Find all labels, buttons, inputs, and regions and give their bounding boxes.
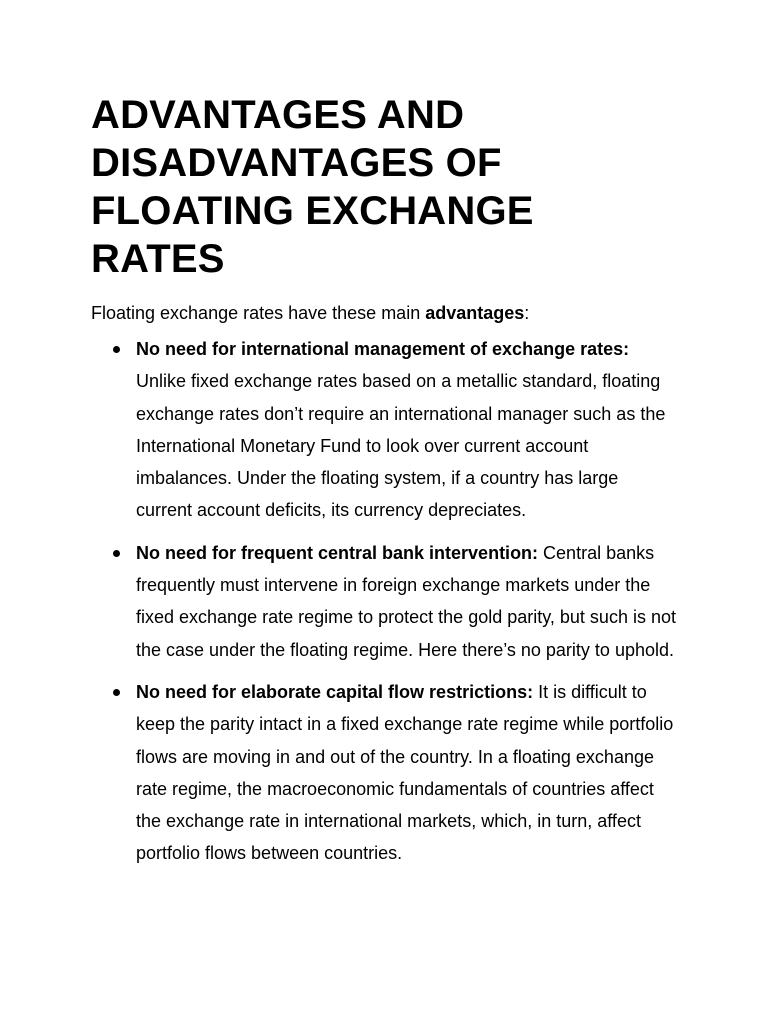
bullet-text: Central banks frequently must intervene in foreign exchange markets under the fixed exchange rate regime to protect the gold parity, but such is not the case under the floating regime. Here there’s no parity to uphold. [136,542,676,660]
intro-emphasis: advantages [425,303,525,323]
bullet-icon [113,689,120,696]
intro-paragraph [91,301,678,325]
bullet-icon [113,550,120,557]
bullet-text: Unlike fixed exchange rates based on a metallic standard, floating exchange rates don’t require an international manager such as the International Monetary Fund to look over current account imbalances. Under the floating system, if a country has large current account deficits, its currency depreciates. [136,371,666,521]
list-item [91,676,678,870]
bullet-icon [113,346,120,353]
intro-colon: : [524,303,530,323]
document-title: ADVANTAGES AND DISADVANTAGES OF FLOATING EXCHANGE RATES [91,93,534,281]
intro-text: Floating exchange rates have these main [91,303,426,323]
list-item [91,333,678,527]
bullet-heading: No need for elaborate capital flow restrictions: [136,681,534,702]
bullet-heading: No need for frequent central bank intervention: [136,542,539,563]
bullet-heading: No need for international management of exchange rates: [136,339,630,359]
advantages-list [91,333,678,870]
bullet-text: It is difficult to keep the parity intact in a fixed exchange rate regime while portfolio flows are moving in and out of the country. In a floating exchange rate regime, the macroeconomic fundamentals of countries affect the exchange rate in international markets, which, in turn, affect portfolio flows between countries. [136,681,674,864]
list-item [91,537,678,666]
